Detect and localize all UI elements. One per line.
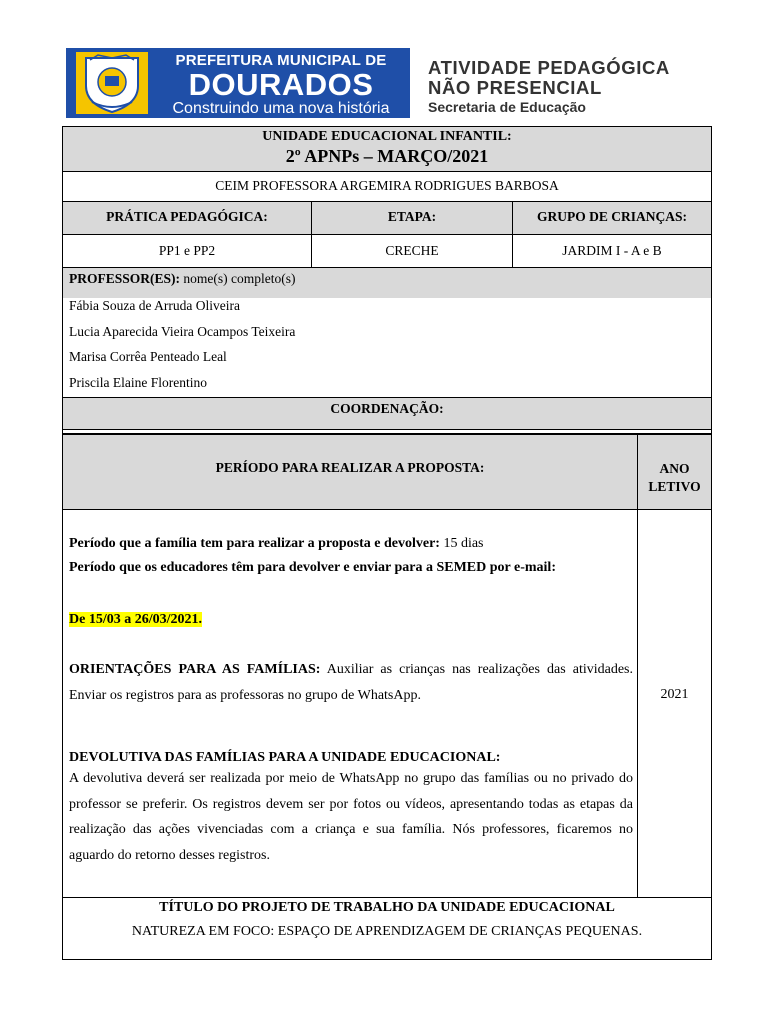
apnp-form: [62, 126, 712, 960]
apnp-title: 2º APNPs – MARÇO/2021: [285, 146, 489, 166]
school-name: CEIM PROFESSORA ARGEMIRA RODRIGUES BARBOSA: [215, 178, 559, 193]
devolutiva-text: A devolutiva deverá ser realizada por meio de WhatsApp no grupo das famílias ou no privado do professor se preferir. Os registros devem ser por fotos ou vídeos, apresentando todas as etapas da realização das ações vivenciadas com a criança e sua família. Nós professores, ficaremos no aguardo do retorno desses registros.: [69, 771, 633, 863]
city-slogan: Construindo uma nova história: [172, 100, 390, 117]
letivo-label: LETIVO: [648, 479, 701, 494]
ano-label: ANO: [659, 461, 690, 476]
ano-value: 2021: [660, 687, 689, 702]
dourados-seal-logo: [76, 52, 148, 114]
professores-label: PROFESSOR(ES):: [69, 271, 181, 286]
professores-hint: nome(s) completo(s): [180, 271, 296, 286]
periodo-familia: [69, 533, 631, 555]
orientacoes-paragraph: [69, 657, 633, 708]
unit-title: UNIDADE EDUCACIONAL INFANTIL:: [262, 129, 512, 144]
professores-list: [69, 293, 295, 395]
periodo-educadores: Período que os educadores têm para devolver e enviar para a SEMED por e-mail:: [69, 560, 556, 575]
periodo-familia-value: 15 dias: [439, 536, 484, 551]
projeto-label: TÍTULO DO PROJETO DE TRABALHO DA UNIDADE EDUCACIONAL: [159, 900, 615, 915]
col-header-etapa: ETAPA:: [387, 209, 437, 224]
professor-name: Lucia Aparecida Vieira Ocampos Teixeira: [69, 323, 296, 339]
professor-name: Fábia Souza de Arruda Oliveira: [69, 298, 240, 313]
ano-letivo-header: [638, 460, 711, 496]
projeto-title: NATUREZA EM FOCO: ESPAÇO DE APRENDIZAGEM DE CRIANÇAS PEQUENAS.: [131, 924, 643, 939]
periodo-familia-label: Período que a família tem para realizar a proposta e devolver:: [69, 536, 440, 551]
orientacoes-text: Auxiliar as crianças nas realizações das atividades. Enviar os registros para as professoras no grupo de WhatsApp.: [69, 662, 633, 703]
col-value-etapa: CRECHE: [385, 243, 439, 258]
col-value-grupo: JARDIM I - A e B: [562, 243, 662, 258]
col-header-pratica: PRÁTICA PEDAGÓGICA:: [106, 209, 268, 224]
coordenacao-label: COORDENAÇÃO:: [330, 401, 444, 416]
datas-text: De 15/03 a 26/03/2021.: [69, 612, 202, 627]
col-header-grupo: GRUPO DE CRIANÇAS:: [536, 209, 687, 224]
professores-label-row: [69, 268, 295, 290]
prefeitura-text: PREFEITURA MUNICIPAL DE: [175, 52, 387, 69]
col-value-pratica: PP1 e PP2: [158, 243, 216, 258]
activity-title-line1: ATIVIDADE PEDAGÓGICA: [428, 57, 670, 78]
city-name: DOURADOS: [188, 67, 374, 102]
secretaria-name: Secretaria de Educação: [428, 99, 586, 115]
professor-name: Marisa Corrêa Penteado Leal: [69, 349, 227, 364]
periodo-label: PERÍODO PARA REALIZAR A PROPOSTA:: [215, 460, 485, 475]
orientacoes-label: ORIENTAÇÕES PARA AS FAMÍLIAS:: [69, 662, 321, 677]
datas-highlight: [69, 609, 202, 631]
prefeitura-banner: [66, 48, 410, 118]
activity-header: [428, 58, 718, 116]
professor-name: Priscila Elaine Florentino: [69, 374, 207, 390]
devolutiva-label: DEVOLUTIVA DAS FAMÍLIAS PARA A UNIDADE EDUCACIONAL:: [69, 750, 501, 765]
activity-title-line2: NÃO PRESENCIAL: [428, 77, 602, 98]
